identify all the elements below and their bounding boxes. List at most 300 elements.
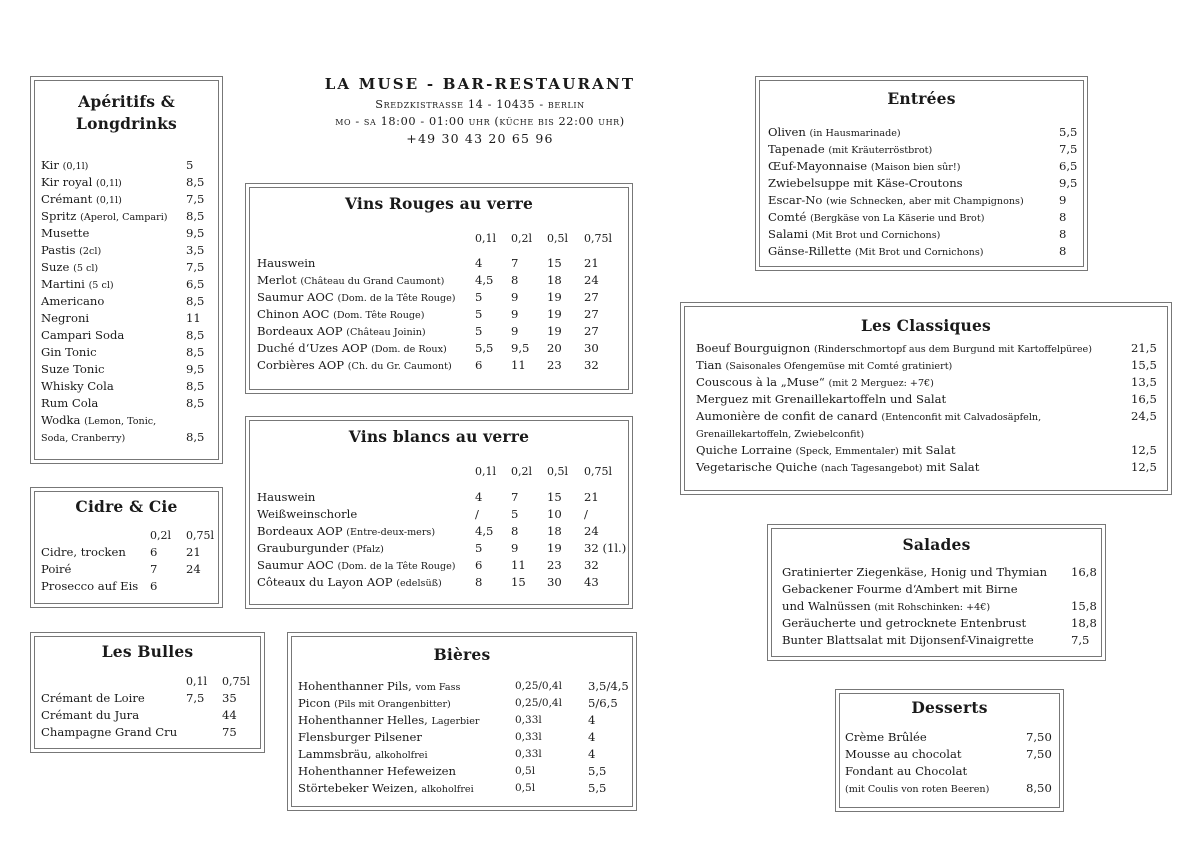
item-name: Gratinierter Ziegenkäse, Honig und Thymian — [782, 565, 1048, 579]
beer-price: 4 — [588, 713, 596, 727]
wine-name: Saumur AOC — [257, 558, 334, 572]
item-name: Suze — [41, 260, 70, 274]
item-price: 9,5 — [186, 362, 205, 376]
item-price: 7,5 — [1071, 633, 1090, 647]
item-name: Geräucherte und getrocknete Entenbrust — [782, 616, 1027, 630]
beer-name: Hohenthanner Pils, — [298, 679, 412, 693]
item-name: Martini — [41, 277, 85, 291]
item-note: (Mit Brot und Cornichons) — [854, 247, 984, 258]
item-note: (Maison bien sûr!) — [870, 162, 961, 173]
item-note: (in Hausmarinade) — [809, 128, 901, 139]
wine-price: 32 — [584, 558, 599, 572]
item-name: Gebackener Fourme d‘Ambert mit Birne — [782, 582, 1018, 596]
wine-name: Bordeaux AOP — [257, 524, 343, 538]
item-price: 16,8 — [1071, 565, 1097, 579]
item-name: Salami — [768, 227, 809, 241]
item-name: Tian — [696, 358, 722, 372]
list-item — [768, 192, 1067, 210]
item-note: (nach Tagesangebot) — [820, 463, 923, 474]
wine-price: 27 — [584, 290, 599, 304]
list-item — [41, 561, 201, 578]
list-item — [41, 242, 205, 260]
section-title: Apéritifs & Longdrinks — [76, 92, 177, 133]
item-name: Whisky Cola — [41, 379, 114, 393]
item-price: 7,50 — [1026, 747, 1052, 761]
salades-section — [767, 524, 1106, 661]
wine-price: 19 — [547, 541, 562, 555]
wine-price: 11 — [511, 558, 526, 572]
item-suffix: mit Salat — [922, 460, 980, 474]
item-name: Couscous à la „Muse“ — [696, 375, 825, 389]
beer-size: 0,33l — [515, 714, 542, 726]
item-name: Americano — [41, 294, 105, 308]
item-price: 21,5 — [1131, 341, 1157, 355]
list-item — [768, 226, 1067, 244]
section-title: Vins blancs au verre — [348, 427, 530, 446]
item-price: 8,5 — [186, 209, 205, 223]
item-name: Gin Tonic — [41, 345, 97, 359]
item-name: Cidre, trocken — [41, 545, 126, 559]
wine-price: 9 — [511, 541, 519, 555]
wine-row — [257, 540, 627, 558]
list-item — [696, 425, 864, 443]
wine-note: (Ch. du Gr. Caumont) — [347, 361, 452, 372]
list-item — [845, 780, 1052, 798]
list-item — [696, 340, 1157, 358]
wine-price: 27 — [584, 307, 599, 321]
wine-price: 5 — [475, 541, 483, 555]
cidre-section: Cidre & Cie 0,2l 0,75l Cidre, trocken 6 21 Poiré 7 24 Prosecco auf Eis 6 — [30, 487, 223, 608]
item-note: (0,1l) — [95, 178, 122, 189]
wine-price: 23 — [547, 358, 562, 372]
wine-name: Grauburgunder — [257, 541, 349, 555]
wine-note: (Dom. Tête Rouge) — [333, 310, 425, 321]
wine-name: Côteaux du Layon AOP — [257, 575, 393, 589]
wine-price: 15 — [547, 490, 562, 504]
wine-price: 30 — [547, 575, 562, 589]
item-price: 13,5 — [1131, 375, 1157, 389]
list-item — [696, 357, 1157, 375]
list-item — [768, 243, 1067, 261]
item-price: 8,5 — [186, 396, 205, 410]
entrees-section — [755, 76, 1088, 271]
list-item — [782, 581, 1018, 598]
list-item — [41, 344, 205, 361]
wine-price: 21 — [584, 490, 599, 504]
item-note: (0,1l) — [96, 195, 122, 206]
item-name: Merguez mit Grenaillekartoffeln und Salat — [696, 392, 947, 406]
restaurant-header — [300, 74, 660, 148]
wine-note: (Entre-deux-mers) — [346, 527, 436, 538]
item-note: (Mit Brot und Cornichons) — [811, 230, 941, 241]
item-price: 6 — [150, 545, 158, 559]
bieres-section — [287, 632, 637, 811]
list-item: Wodka (Lemon, Tonic, — [41, 413, 157, 427]
beer-name: Hohenthanner Helles, — [298, 713, 428, 727]
wine-name: Saumur AOC — [257, 290, 334, 304]
item-note: (Speck, Emmentaler) — [795, 446, 899, 457]
item-note: (mit Kräuterröstbrot) — [828, 145, 933, 156]
wine-row — [257, 523, 599, 541]
wine-name: Hauswein — [257, 490, 316, 504]
list-item-note: Soda, Cranberry) 8,5 — [41, 430, 205, 444]
list-item — [41, 578, 158, 595]
item-price: 12,5 — [1131, 443, 1157, 457]
item-note: (mit Rohschinken: +4€) — [874, 602, 991, 613]
wine-note: (edelsüß) — [396, 578, 442, 589]
item-price: 7,5 — [186, 691, 205, 705]
item-note: (5 cl) — [88, 280, 114, 291]
wine-price: 8 — [511, 524, 519, 538]
item-price: 8,5 — [186, 345, 205, 359]
beer-name: Picon — [298, 696, 331, 710]
classiques-section — [680, 302, 1172, 495]
wine-price: 18 — [547, 273, 562, 287]
list-item — [696, 391, 1157, 408]
wine-price: 27 — [584, 324, 599, 338]
item-price: 6,5 — [1059, 159, 1078, 173]
item-price: 15,8 — [1071, 599, 1097, 613]
item-note: (5 cl) — [73, 263, 99, 274]
item-note: (Aperol, Campari) — [80, 212, 168, 223]
beer-size: 0,33l — [515, 731, 542, 743]
item-price: 8,50 — [1026, 781, 1052, 795]
wine-row — [257, 272, 599, 290]
wine-price: 5 — [475, 324, 483, 338]
item-name: Oliven — [768, 125, 806, 139]
list-item — [782, 564, 1097, 581]
item-name: Rum Cola — [41, 396, 99, 410]
list-item — [41, 707, 237, 724]
beer-name: Hohenthanner Hefeweizen — [298, 764, 456, 778]
wine-row — [257, 323, 599, 341]
aperitifs-section — [30, 76, 223, 464]
item-price: 11 — [186, 311, 201, 325]
wine-price: / — [475, 507, 479, 521]
item-name: Crémant de Loire — [41, 691, 145, 705]
item-name: Crème Brûlée — [845, 730, 927, 744]
wine-price: 8 — [511, 273, 519, 287]
beer-price: 5,5 — [588, 764, 607, 778]
wine-price: 5 — [475, 290, 483, 304]
wine-price: 9 — [511, 324, 519, 338]
beer-size: 0,25/0,4l — [515, 697, 562, 709]
beer-row — [298, 695, 618, 713]
item-price: 35 — [222, 691, 237, 705]
list-item — [41, 310, 201, 327]
wine-price: 32 — [584, 358, 599, 372]
list-item — [41, 293, 205, 310]
beer-size: 0,5l — [515, 782, 536, 794]
wine-price: 5 — [511, 507, 519, 521]
wine-row — [257, 255, 599, 272]
restaurant-address: Sredzkistrasse 14 - 10435 - berlin — [375, 98, 585, 111]
wine-note: (Dom. de la Tête Rouge) — [337, 561, 456, 572]
list-item — [768, 158, 1078, 176]
item-name: Zwiebelsuppe mit Käse-Croutons — [768, 176, 963, 190]
wine-price: 32 (1l.) — [584, 541, 627, 555]
wine-price: 5,5 — [475, 341, 494, 355]
wine-price: 4,5 — [475, 273, 494, 287]
beer-row — [298, 780, 607, 798]
wine-price: 6 — [475, 358, 483, 372]
item-name: Kir — [41, 158, 59, 172]
wine-row — [257, 306, 599, 324]
section-title: Bières — [433, 645, 491, 664]
item-price: 8,5 — [186, 294, 205, 308]
list-item — [41, 157, 194, 175]
wine-name: Hauswein — [257, 256, 316, 270]
wine-price: 9 — [511, 307, 519, 321]
item-name: Suze Tonic — [41, 362, 105, 376]
item-name: Campari Soda — [41, 328, 125, 342]
section-title: Salades — [902, 535, 971, 554]
beer-row — [298, 746, 596, 764]
wine-price: 8 — [475, 575, 483, 589]
list-item — [696, 374, 1157, 392]
item-name: Fondant au Chocolat — [845, 764, 968, 778]
item-price: 75 — [222, 725, 237, 739]
wine-price: 4 — [475, 256, 483, 270]
beer-price: 4 — [588, 730, 596, 744]
wine-price: 30 — [584, 341, 599, 355]
list-item — [41, 327, 205, 344]
wine-row — [257, 357, 599, 375]
beer-row — [298, 678, 629, 696]
section-title: Cidre & Cie — [75, 497, 178, 516]
wine-price: / — [584, 507, 588, 521]
list-item — [845, 746, 1052, 763]
item-note: (0,1l) — [62, 161, 89, 172]
wine-name: Chinon AOC — [257, 307, 330, 321]
wine-name: Weißweinschorle — [257, 507, 358, 521]
item-price: 8 — [1059, 227, 1067, 241]
list-item — [41, 544, 201, 561]
item-price: 6 — [150, 579, 158, 593]
list-item — [782, 598, 1097, 616]
beer-price: 5,5 — [588, 781, 607, 795]
beer-price: 3,5/4,5 — [588, 679, 629, 693]
item-price: 8,5 — [186, 175, 205, 189]
list-item — [845, 729, 1052, 746]
item-note: (mit Coulis von roten Beeren) — [845, 784, 990, 795]
item-name: Mousse au chocolat — [845, 747, 962, 761]
beer-price: 4 — [588, 747, 596, 761]
wine-price: 19 — [547, 324, 562, 338]
item-price: 16,5 — [1131, 392, 1157, 406]
wine-price: 4 — [475, 490, 483, 504]
item-note: Grenaillekartoffeln, Zwiebelconfit) — [696, 429, 865, 440]
wine-note: (Château du Grand Caumont) — [300, 276, 445, 287]
section-title: Entrées — [887, 89, 956, 108]
item-name: Kir royal — [41, 175, 93, 189]
beer-note: alkoholfrei — [421, 784, 474, 795]
item-name: Poiré — [41, 562, 72, 576]
list-item — [768, 124, 1078, 142]
wine-price: 19 — [547, 307, 562, 321]
wine-name: Merlot — [257, 273, 297, 287]
wine-name: Corbières AOP — [257, 358, 345, 372]
opening-hours: mo - sa 18:00 - 01:00 uhr (küche bis 22:00 uhr) — [335, 115, 625, 128]
item-name: Musette — [41, 226, 90, 240]
item-name: Boeuf Bourguignon — [696, 341, 811, 355]
beer-price: 5/6,5 — [588, 696, 618, 710]
wine-name: Bordeaux AOP — [257, 324, 343, 338]
list-item — [782, 632, 1090, 649]
list-item — [768, 175, 1078, 192]
wine-note: (Dom. de Roux) — [371, 344, 447, 355]
wine-price: 6 — [475, 558, 483, 572]
list-item — [696, 459, 1157, 477]
list-item — [41, 690, 237, 707]
item-name: Pastis — [41, 243, 76, 257]
wine-price: 43 — [584, 575, 599, 589]
wine-name: Duché d‘Uzes AOP — [257, 341, 368, 355]
item-name: Quiche Lorraine — [696, 443, 792, 457]
item-note: (2cl) — [79, 246, 102, 257]
wine-price: 15 — [511, 575, 526, 589]
item-name: Comté — [768, 210, 807, 224]
item-price: 8,5 — [186, 328, 205, 342]
item-name: Negroni — [41, 311, 90, 325]
section-title: Les Bulles — [101, 642, 194, 661]
wine-row — [257, 289, 599, 307]
item-name: Prosecco auf Eis — [41, 579, 139, 593]
wine-note: (Pfalz) — [352, 544, 384, 555]
wine-row — [257, 340, 599, 358]
item-name: Aumonière de confit de canard — [696, 409, 878, 423]
wine-price: 23 — [547, 558, 562, 572]
wine-note: (Château Joinin) — [346, 327, 426, 338]
vins-blancs-section: Vins blancs au verre 0,1l 0,2l 0,5l 0,75l Hauswein 4 7 15 21 Weißweinschorle / 5 10 / Bordeaux AOP (Entre-deux-mers) 4,5 8 18 24 Grauburgunder (Pfalz) 5 9 19 32 (1l.) Saumur AOC (Dom. de la Tête Rouge) 6 11 23 32 Côteaux du Layon AOP (edelsüß) 8 15 30 43 — [245, 416, 633, 609]
beer-note: Lagerbier — [431, 716, 480, 727]
wine-row — [257, 574, 599, 592]
item-note: (wie Schnecken, aber mit Champignons) — [826, 196, 1024, 207]
item-price: 7,5 — [186, 192, 205, 206]
list-item — [41, 191, 205, 209]
beer-note: vom Fass — [415, 682, 461, 693]
wine-price: 7 — [511, 490, 519, 504]
item-price: 21 — [186, 545, 201, 559]
wine-price: 10 — [547, 507, 562, 521]
beer-size: 0,5l — [515, 765, 536, 777]
item-price: 24,5 — [1131, 409, 1157, 423]
item-price: 8 — [1059, 210, 1067, 224]
item-name: Spritz — [41, 209, 77, 223]
wine-price: 21 — [584, 256, 599, 270]
beer-note: (Pils mit Orangenbitter) — [334, 699, 451, 710]
beer-size: 0,25/0,4l — [515, 680, 562, 692]
item-price: 7 — [150, 562, 158, 576]
wine-price: 7 — [511, 256, 519, 270]
wine-price: 18 — [547, 524, 562, 538]
item-note: (Bergkäse von La Käserie und Brot) — [810, 213, 985, 224]
bulles-section: Les Bulles 0,1l 0,75l Crémant de Loire 7,5 35 Crémant du Jura 44 Champagne Grand Cru 75 — [30, 632, 265, 753]
item-price: 5,5 — [1059, 125, 1078, 139]
item-price: 44 — [222, 708, 237, 722]
item-name: Crémant — [41, 192, 93, 206]
wine-price: 19 — [547, 290, 562, 304]
wine-note: (Dom. de la Tête Rouge) — [337, 293, 456, 304]
item-note: (Entenconfit mit Calvadosäpfeln, — [881, 412, 1042, 423]
list-item — [41, 259, 205, 277]
beer-name: Lammsbräu, — [298, 747, 372, 761]
list-item — [768, 141, 1078, 159]
desserts-section — [835, 689, 1064, 812]
wine-row — [257, 489, 599, 506]
wine-row — [257, 557, 599, 575]
wine-price: 15 — [547, 256, 562, 270]
list-item — [41, 208, 205, 226]
item-price: 6,5 — [186, 277, 205, 291]
beer-row — [298, 729, 596, 746]
item-name: und Walnüssen — [782, 599, 871, 613]
list-item — [41, 225, 205, 242]
item-name: Crémant du Jura — [41, 708, 140, 722]
item-note: (mit 2 Merguez: +7€) — [828, 378, 934, 389]
list-item — [41, 174, 205, 192]
item-name: Escar-No — [768, 193, 823, 207]
list-item — [41, 276, 205, 294]
list-item — [845, 763, 967, 780]
item-price: 8 — [1059, 244, 1067, 258]
item-price: 5 — [186, 158, 194, 172]
list-item — [41, 361, 205, 378]
item-price: 9,5 — [186, 226, 205, 240]
item-name: Vegetarische Quiche — [696, 460, 818, 474]
list-item — [41, 378, 205, 395]
list-item — [782, 615, 1097, 632]
phone-number: +49 30 43 20 65 96 — [406, 131, 554, 146]
item-price: 9 — [1059, 193, 1067, 207]
list-item — [41, 724, 237, 741]
restaurant-name: LA MUSE - BAR-RESTAURANT — [324, 75, 636, 93]
vins-rouges-section: Vins Rouges au verre 0,1l 0,2l 0,5l 0,75l Hauswein 4 7 15 21 Merlot (Château du Grand Caumont) 4,5 8 18 24 Saumur AOC (Dom. de la Tête Rouge) 5 9 19 27 Chinon AOC (Dom. Tête Rouge) 5 9 19 27 Bordeaux AOP (Château Joinin) 5 9 19 27 Duché d‘Uzes AOP (Dom. de Roux) 5,5 9,5 20 30 Corbières AOP (Ch. du Gr. Caumont) 6 11 23 32 — [245, 183, 633, 394]
item-suffix: mit Salat — [898, 443, 956, 457]
item-name: Œuf-Mayonnaise — [768, 159, 868, 173]
item-price: 18,8 — [1071, 616, 1097, 630]
item-price: 7,5 — [1059, 142, 1078, 156]
beer-row — [298, 763, 607, 780]
wine-price: 9 — [511, 290, 519, 304]
list-item — [41, 395, 205, 412]
beer-name: Flensburger Pilsener — [298, 730, 422, 744]
item-price: 9,5 — [1059, 176, 1078, 190]
item-price: 24 — [186, 562, 201, 576]
item-name: Tapenade — [768, 142, 825, 156]
section-title: Desserts — [911, 698, 988, 717]
beer-row — [298, 712, 596, 730]
beer-name: Störtebeker Weizen, — [298, 781, 418, 795]
beer-size: 0,33l — [515, 748, 542, 760]
section-title: Vins Rouges au verre — [344, 194, 534, 213]
list-item — [696, 408, 1157, 426]
wine-price: 11 — [511, 358, 526, 372]
wine-price: 24 — [584, 524, 599, 538]
list-item — [768, 209, 1067, 227]
item-note: (Rinderschmortopf aus dem Burgund mit Kartoffelpüree) — [813, 344, 1092, 355]
item-name: Champagne Grand Cru — [41, 725, 178, 739]
item-name: Bunter Blattsalat mit Dijonsenf-Vinaigrette — [782, 633, 1034, 647]
item-price: 8,5 — [186, 379, 205, 393]
wine-row — [257, 506, 588, 523]
wine-price: 5 — [475, 307, 483, 321]
item-note: (Saisonales Ofengemüse mit Comté gratiniert) — [725, 361, 953, 372]
item-price: 12,5 — [1131, 460, 1157, 474]
list-item — [696, 442, 1157, 460]
wine-price: 20 — [547, 341, 562, 355]
beer-note: alkoholfrei — [375, 750, 428, 761]
